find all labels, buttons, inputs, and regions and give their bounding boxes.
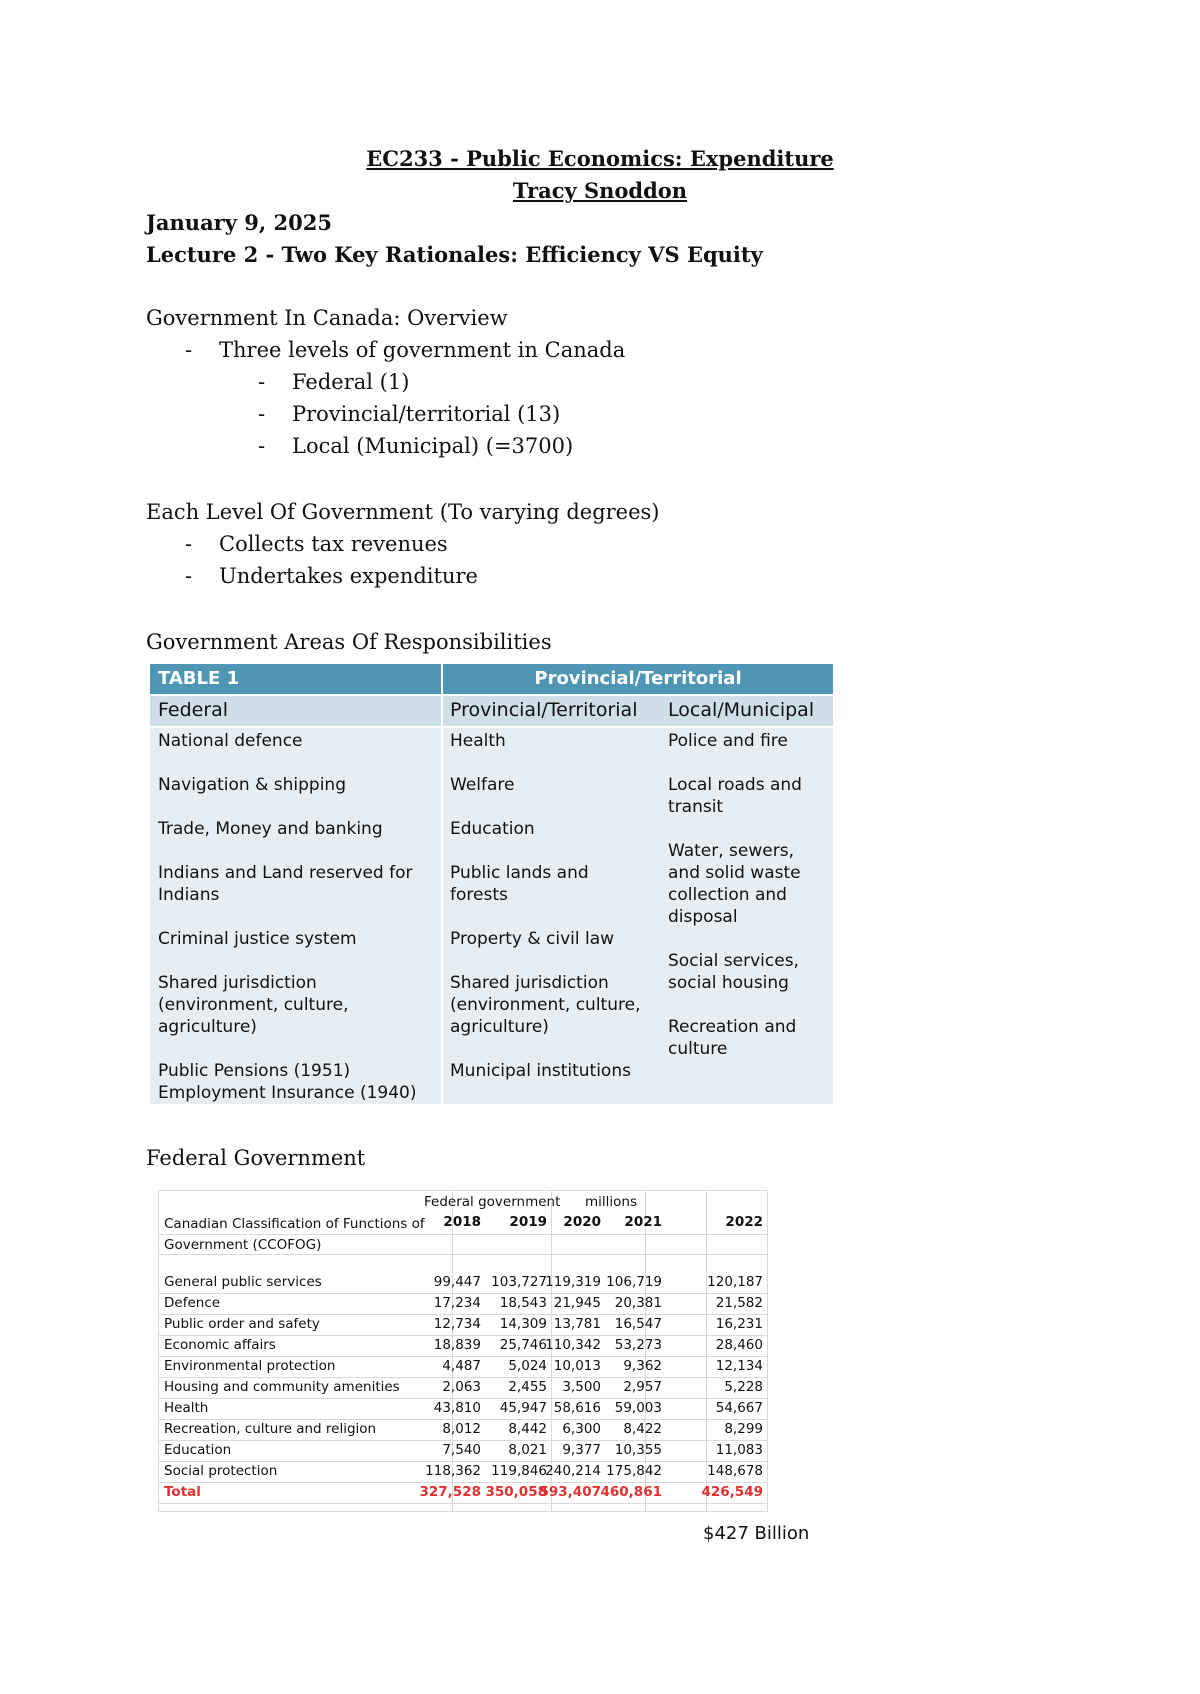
year-header: 2018 (443, 1214, 481, 1230)
sub-bullet-federal: Federal (1) (292, 370, 410, 394)
each-level-bullet: - Collects tax revenues (185, 532, 448, 556)
provincial-item: Shared jurisdiction (environment, culture, agriculture) (450, 973, 641, 1037)
provincial-item: Municipal institutions (450, 1061, 631, 1081)
bullet-tax: Collects tax revenues (219, 532, 448, 556)
overview-sub-bullet: - Provincial/territorial (13) (258, 402, 561, 426)
year-header: 2020 (563, 1214, 601, 1230)
table-row (158, 1337, 768, 1358)
overview-sub-bullet: - Federal (1) (258, 370, 410, 394)
federal-item: Shared jurisdiction (environment, culture, agriculture) (158, 973, 349, 1037)
row-label: Economic affairs (164, 1337, 276, 1353)
lecture-title: Lecture 2 - Two Key Rationales: Efficiency VS Equity (146, 242, 763, 267)
row-value: 16,231 (715, 1316, 763, 1332)
row-value: 110,342 (545, 1337, 601, 1353)
lecture-date: January 9, 2025 (146, 210, 332, 235)
row-value: 175,842 (606, 1463, 662, 1479)
row-value: 17,234 (433, 1295, 481, 1311)
row-value: 6,300 (562, 1421, 601, 1437)
row-value: 58,616 (553, 1400, 601, 1416)
row-value: 9,377 (562, 1442, 601, 1458)
bullet-expenditure: Undertakes expenditure (219, 564, 478, 588)
federal-item: Criminal justice system (158, 929, 357, 949)
row-value: 28,460 (715, 1337, 763, 1353)
overview-sub-bullet: - Local (Municipal) (=3700) (258, 434, 574, 458)
each-level-heading: Each Level Of Government (To varying degrees) (146, 500, 660, 524)
row-value: 16,547 (614, 1316, 662, 1332)
provincial-item: Welfare (450, 775, 515, 795)
row-value: 426,549 (701, 1484, 763, 1500)
table-row (158, 1274, 768, 1295)
overview-bullet: - Three levels of government in Canada (185, 338, 626, 362)
col-header-local: Local/Municipal (668, 699, 815, 721)
provincial-item: Property & civil law (450, 929, 615, 949)
row-value: 45,947 (499, 1400, 547, 1416)
row-value: 9,362 (623, 1358, 662, 1374)
row-value: 20,381 (614, 1295, 662, 1311)
row-value: 12,134 (715, 1358, 763, 1374)
table-row (158, 1442, 768, 1463)
local-item: Police and fire (668, 731, 788, 751)
row-label: Education (164, 1442, 232, 1458)
row-value: 53,273 (614, 1337, 662, 1353)
row-value: 8,422 (623, 1421, 662, 1437)
row-label: Total (164, 1484, 201, 1500)
total-caption: $427 Billion (703, 1523, 810, 1544)
overview-heading: Government In Canada: Overview (146, 306, 508, 330)
row-label: General public services (164, 1274, 322, 1290)
row-value: 13,781 (553, 1316, 601, 1332)
row-value: 103,727 (491, 1274, 547, 1290)
table-top-row (150, 664, 833, 694)
table-row (158, 1358, 768, 1379)
classification-label: Canadian Classification of Functions of Government (CCOFOG) (164, 1216, 425, 1253)
table-row (158, 1316, 768, 1337)
federal-item: National defence (158, 731, 303, 751)
federal-item: Navigation & shipping (158, 775, 346, 795)
row-value: 4,487 (442, 1358, 481, 1374)
row-value: 5,024 (508, 1358, 547, 1374)
row-value: 7,540 (442, 1442, 481, 1458)
row-value: 593,407 (539, 1484, 601, 1500)
table-row (158, 1379, 768, 1400)
row-label: Recreation, culture and religion (164, 1421, 377, 1437)
local-item: Water, sewers, and solid waste collection and disposal (668, 841, 801, 927)
row-label: Public order and safety (164, 1316, 320, 1332)
row-value: 2,063 (442, 1379, 481, 1395)
row-value: 18,839 (433, 1337, 481, 1353)
provincial-item: Health (450, 731, 506, 751)
row-value: 119,319 (545, 1274, 601, 1290)
row-value: 25,746 (499, 1337, 547, 1353)
year-header: 2022 (725, 1214, 763, 1230)
row-value: 106,719 (606, 1274, 662, 1290)
row-label: Social protection (164, 1463, 278, 1479)
sub-bullet-provincial: Provincial/territorial (13) (292, 402, 561, 426)
overview-bullet-text: Three levels of government in Canada (219, 338, 626, 362)
row-value: 21,582 (715, 1295, 763, 1311)
year-header: 2021 (624, 1214, 662, 1230)
row-value: 21,945 (553, 1295, 601, 1311)
row-value: 2,957 (623, 1379, 662, 1395)
row-value: 460,861 (600, 1484, 662, 1500)
row-value: 119,846 (491, 1463, 547, 1479)
sub-bullet-local: Local (Municipal) (=3700) (292, 434, 574, 458)
row-value: 327,528 (419, 1484, 481, 1500)
row-value: 43,810 (433, 1400, 481, 1416)
row-value: 99,447 (433, 1274, 481, 1290)
row-value: 148,678 (707, 1463, 763, 1479)
row-value: 5,228 (724, 1379, 763, 1395)
instructor-name: Tracy Snoddon (512, 178, 688, 203)
row-value: 18,543 (499, 1295, 547, 1311)
table-header-label: Federal government (424, 1194, 561, 1210)
row-value: 8,299 (724, 1421, 763, 1437)
row-value: 8,021 (508, 1442, 547, 1458)
provincial-item: Education (450, 819, 535, 839)
table-column-headers (150, 696, 833, 726)
row-value: 350,058 (485, 1484, 547, 1500)
row-value: 8,012 (442, 1421, 481, 1437)
year-header: 2019 (509, 1214, 547, 1230)
row-value: 12,734 (433, 1316, 481, 1332)
row-label: Health (164, 1400, 209, 1416)
table-units: millions (585, 1194, 638, 1210)
row-value: 2,455 (508, 1379, 547, 1395)
federal-item: Public Pensions (1951) Employment Insurance (1940) (158, 1061, 417, 1103)
row-value: 3,500 (562, 1379, 601, 1395)
col-header-provincial: Provincial/Territorial (450, 699, 638, 721)
col-header-federal: Federal (158, 699, 229, 721)
federal-item: Trade, Money and banking (158, 819, 383, 839)
table-label: TABLE 1 (158, 668, 240, 689)
local-item: Local roads and transit (668, 775, 802, 817)
provincial-item: Public lands and forests (450, 863, 589, 905)
table-top-right: Provincial/Territorial (534, 668, 742, 689)
federal-expenditure-table (158, 1190, 768, 1512)
local-item: Recreation and culture (668, 1017, 797, 1059)
federal-item: Indians and Land reserved for Indians (158, 863, 413, 905)
table-row (158, 1463, 768, 1484)
row-value: 10,355 (614, 1442, 662, 1458)
row-value: 240,214 (545, 1463, 601, 1479)
table-row (158, 1400, 768, 1421)
row-value: 59,003 (614, 1400, 662, 1416)
row-value: 10,013 (553, 1358, 601, 1374)
row-value: 8,442 (508, 1421, 547, 1437)
course-title: EC233 - Public Economics: Expenditure (366, 146, 834, 171)
table-row (158, 1295, 768, 1316)
local-item: Social services, social housing (668, 951, 799, 993)
row-label: Housing and community amenities (164, 1379, 400, 1395)
row-value: 120,187 (707, 1274, 763, 1290)
federal-government-heading: Federal Government (146, 1146, 366, 1170)
row-value: 14,309 (499, 1316, 547, 1332)
responsibilities-heading: Government Areas Of Responsibilities (146, 630, 552, 654)
row-label: Environmental protection (164, 1358, 336, 1374)
each-level-bullet: - Undertakes expenditure (185, 564, 478, 588)
total-row (158, 1484, 768, 1505)
row-label: Defence (164, 1295, 221, 1311)
responsibilities-table (150, 664, 833, 1104)
row-value: 11,083 (715, 1442, 763, 1458)
table-row (158, 1421, 768, 1442)
row-value: 118,362 (425, 1463, 481, 1479)
row-value: 54,667 (715, 1400, 763, 1416)
